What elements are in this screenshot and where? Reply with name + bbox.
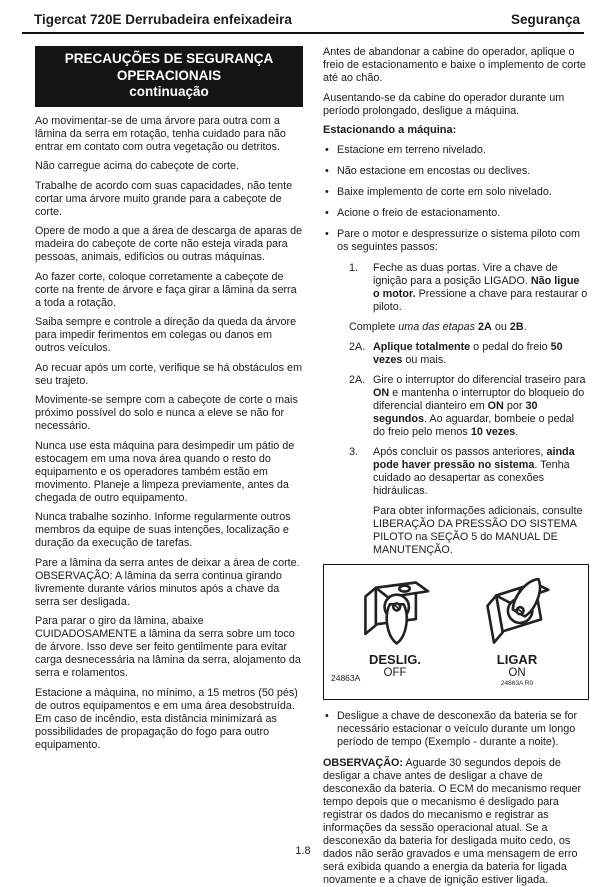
bullet-marker: • (325, 144, 329, 156)
bullet-marker: • (325, 186, 329, 198)
switch-off-sublabel: OFF (383, 667, 407, 679)
battery-disconnect-switch-off-icon (351, 573, 439, 653)
paragraph: Para parar o giro da lâmina, abaixe CUIDADOSAMENTE a lâmina da serra sobre um toco de árvore. Isso deve ser feito gentilmente para evitar carga desnecessária na lâmina da serra, alojamento da serra e rolamentos. (35, 615, 301, 679)
procedure-steps (349, 262, 589, 557)
header-document-title: Tigercat 720E Derrubadeira enfeixadeira (34, 12, 292, 27)
paragraph: Não carregue acima do cabeçote de corte. (35, 160, 240, 172)
paragraph: Ausentando-se da cabine do operador durante um período prolongado, desligue a máquina. (323, 91, 565, 117)
figure-code: 24863A (331, 673, 361, 683)
bullet-item (323, 207, 589, 220)
battery-switch-figure (323, 564, 589, 700)
step-label: 2A. (349, 341, 366, 353)
step-text: Gire o interruptor do diferencial traseiro para ON e mantenha o interruptor do bloqueio do diferencial dianteiro em ON por 30 segundos. Ao aguardar, bombeie o pedal do freio pelo menos 10 vezes. (373, 374, 586, 438)
title-box-line1: PRECAUÇÕES DE SEGURANÇA (64, 51, 274, 66)
bullet-text: Não estacione em encostas ou declives. (337, 165, 531, 177)
right-column (323, 46, 589, 887)
step-item (349, 374, 589, 439)
left-column (35, 46, 303, 887)
switch-on-block (473, 573, 561, 688)
section-heading-parking: Estacionando a máquina: (323, 124, 457, 136)
step-label: 2A. (349, 374, 366, 386)
paragraph: Estacione a máquina, no mínimo, a 15 metros (50 pés) de outros equipamentos e em uma área desobstruída. Em caso de incêndio, esta distância minimizará as possibilidades de propagação do fogo para outro equipamento. (35, 686, 298, 751)
step-item (349, 505, 589, 557)
paragraph: Movimente-se sempre com a cabeçote de corte o mais próximo possível do solo e nunca a eleve se não for necessário. (35, 394, 298, 432)
title-box-line2: OPERACIONAIS (116, 67, 222, 83)
bullet-text: Estacione em terreno nivelado. (337, 144, 486, 156)
observation-note: OBSERVAÇÃO: Aguarde 30 segundos depois de desligar a chave antes de desligar a chave de desconexão da bateria. O ECM do mecanismo requer tempo depois que o mecanismo é desligado para registrar os dados do mecanismo e registrar as informações da sessão operacional atual. Se a desconexão da bateria for desligada muito cedo, os dados não serão gravados e uma mensagem de erro será exibida quando a energia da bateria for ligada novamente e a chave de ignição estiver ligada. (323, 757, 582, 886)
paragraph: Antes de abandonar a cabine do operador, aplique o freio de estacionamento e baixe o implemento de corte até ao chão. (323, 46, 586, 84)
step-text: Para obter informações adicionais, consulte LIBERAÇÃO DA PRESSÃO DO SISTEMA PILOTO na SEÇÃO 5 do MANUAL DE MANUTENÇÃO. (373, 505, 583, 556)
title-box-line3: continuação (129, 84, 209, 99)
step-label: 3. (349, 446, 359, 458)
bullet-text: Pare o motor e despressurize o sistema piloto com os seguintes passos: (337, 228, 581, 253)
battery-disconnect-switch-on-icon (473, 573, 561, 653)
bullet-text: Baixe implemento de corte em solo nivelado. (337, 186, 552, 198)
bullet-item (323, 228, 589, 254)
bullet-marker: • (325, 228, 329, 240)
step-note (349, 321, 589, 334)
step-label (349, 505, 373, 557)
bullet-text: Acione o freio de estacionamento. (337, 207, 501, 219)
two-column-layout (35, 46, 589, 887)
switch-off-label: DESLIG. (368, 652, 421, 667)
step-text: Complete uma das etapas 2A ou 2B. (349, 321, 527, 333)
figure-revision-code: 24863A R0 (500, 680, 534, 687)
step-label: 1. (349, 262, 359, 274)
bullet-item (323, 144, 589, 157)
paragraph: Nunca trabalhe sozinho. Informe regularmente outros membros da equipe de suas intenções, localização e duração da execução de tarefas. (35, 511, 291, 549)
paragraph: Trabalhe de acordo com suas capacidades, não tente cortar uma árvore muito grande para a cabeçote de corte. (35, 179, 293, 218)
paragraph: Pare a lâmina da serra antes de deixar a área de corte. OBSERVAÇÃO: A lâmina da serra continua girando livremente durante vários minutos após a chave da serra ser desligada. (35, 556, 300, 608)
paragraph: Ao movimentar-se de uma árvore para outra com a lâmina da serra em rotação, tenha cuidado para não entrar em contato com outra vegetação ou detritos. (35, 114, 286, 153)
bullet-item (323, 710, 589, 749)
step-item (349, 446, 589, 498)
paragraph: Saiba sempre e controle a direção da queda da árvore para impedir ferimentos em colegas ou danos em outros veículos. (35, 316, 297, 354)
switch-off-block (351, 573, 439, 680)
paragraph: Ao fazer corte, coloque corretamente a cabeçote de corte na frente de árvore e faça girar a lâmina da serra a toda a rotação. (35, 270, 297, 309)
step-item (349, 262, 589, 314)
page-number: 1.8 (295, 845, 311, 857)
step-text: Feche as duas portas. Vire a chave de ignição para a posição LIGADO. Não ligue o motor. Pressione a chave para restaurar o piloto. (373, 262, 588, 313)
safety-title-box (35, 46, 303, 107)
switch-on-sublabel: ON (508, 667, 526, 679)
step-text: Após concluir os passos anteriores, ainda pode haver pressão no sistema. Tenha cuidado ao desapertar as conexões hidráulicas. (373, 446, 575, 497)
switch-on-label: LIGAR (496, 652, 538, 667)
paragraph: Nunca use esta máquina para desimpedir um pátio de estocagem em uma nova área quando o resto do equipamento e os operadores também estão em movimento. Planeje a limpeza previamente, antes da chegada de outro equipamento. (35, 439, 295, 504)
bullet-marker: • (325, 710, 329, 722)
bullet-text: Desligue a chave de desconexão da bateria se for necessário estacionar o veículo durante um longo período de tempo (Exemplo - durante a noite). (337, 710, 578, 748)
step-text: Aplique totalmente o pedal do freio 50 vezes ou mais. (373, 341, 563, 366)
bullet-item (323, 165, 589, 178)
bullet-marker: • (325, 207, 329, 219)
header-section-title: Segurança (510, 12, 580, 27)
page-header (22, 12, 584, 34)
bullet-item (323, 186, 589, 199)
paragraph: Ao recuar após um corte, verifique se há obstáculos em seu trajeto. (35, 361, 303, 387)
step-item (349, 341, 589, 367)
paragraph: Opere de modo a que a área de descarga de aparas de madeira do cabeçote de corte não esteja virada para pessoas, animais, edifícios ou outras máquinas. (35, 225, 303, 263)
bullet-marker: • (325, 165, 329, 177)
